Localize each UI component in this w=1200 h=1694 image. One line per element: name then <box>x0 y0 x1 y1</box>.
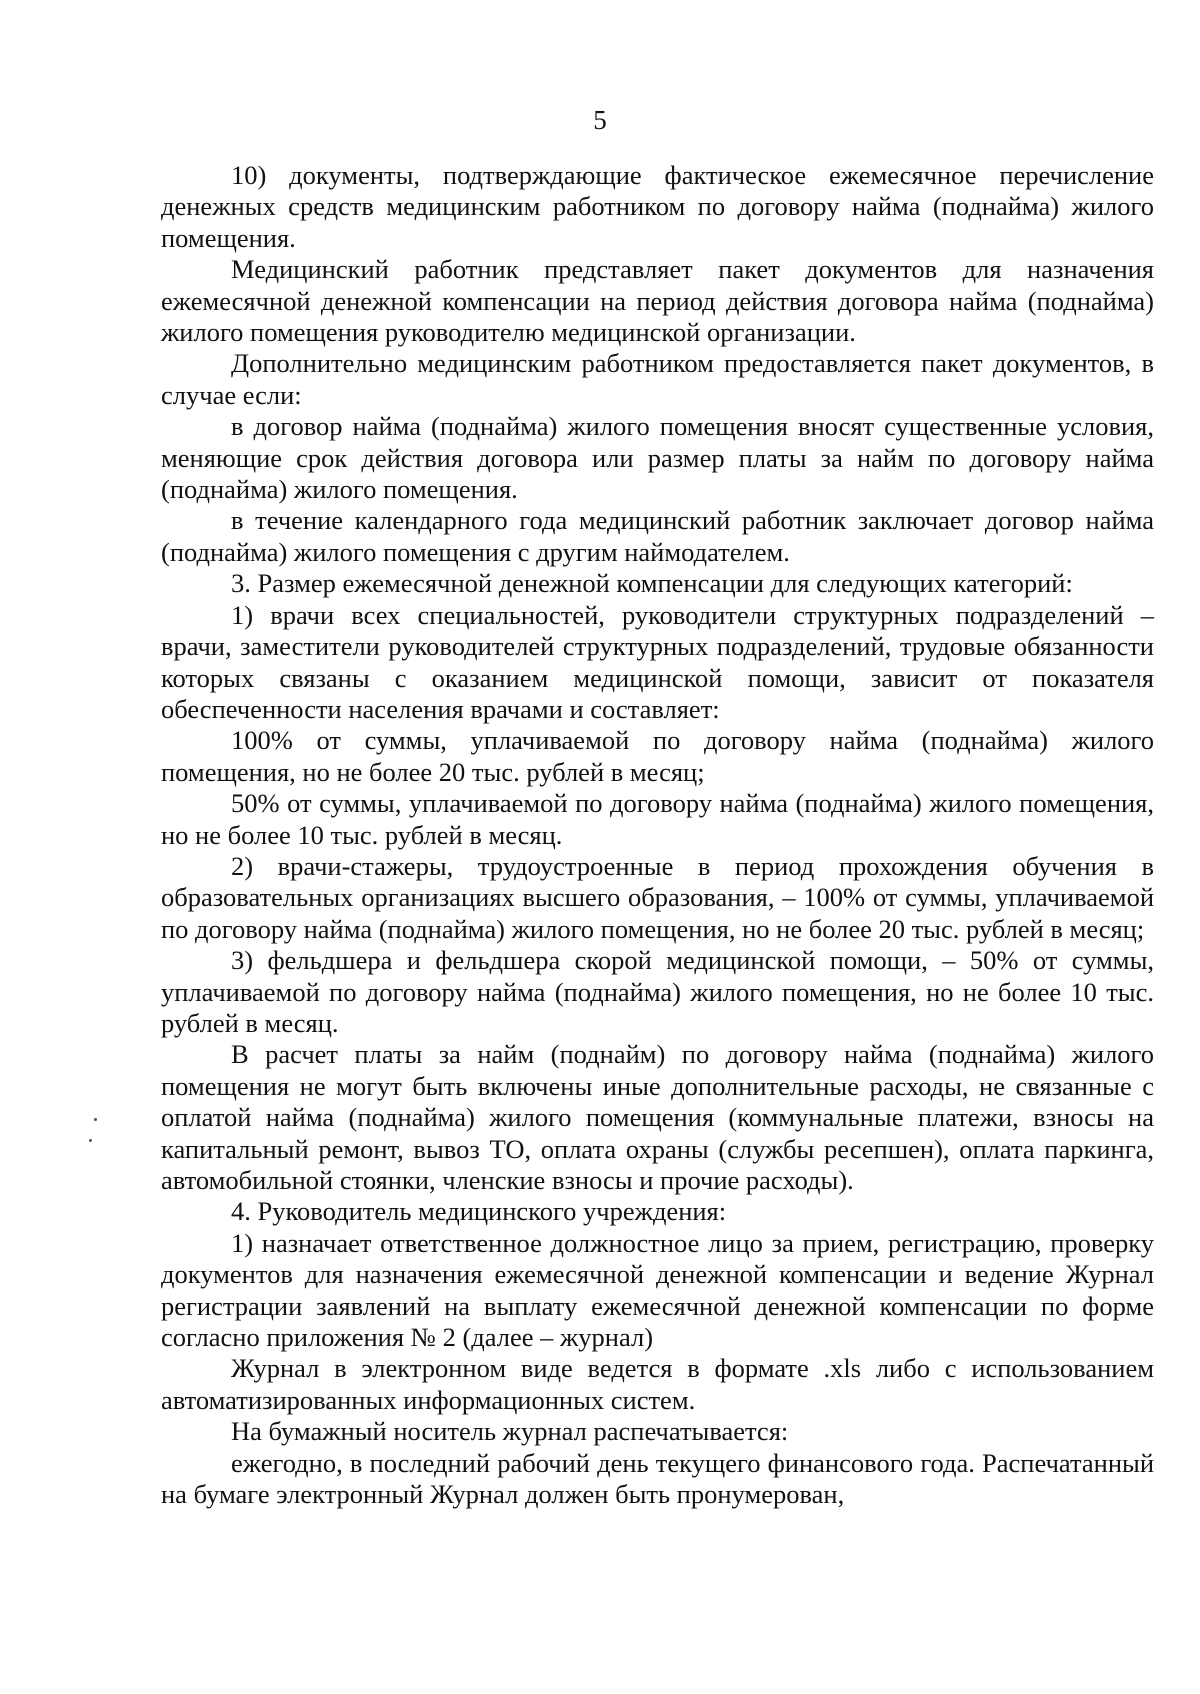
paragraph-rate-50-percent: 50% от суммы, уплачиваемой по договору найма (поднайма) жилого помещения, но не более 10 тыс. рублей в месяц. <box>161 788 1154 850</box>
paragraph-annual-printing: ежегодно, в последний рабочий день текущего финансового года. Распечатанный на бумаге электронный Журнал должен быть пронумерован, <box>161 1447 1154 1510</box>
scan-speck-mark <box>94 1118 97 1121</box>
paragraph-electronic-journal: Журнал в электронном виде ведется в формате .xls либо с использованием автоматизированных информационных систем. <box>161 1353 1154 1415</box>
paragraph-item-10-documents: 10) документы, подтверждающие фактическое ежемесячное перечисление денежных средств медицинским работником по договору найма (поднайма) жилого помещения. <box>161 160 1154 253</box>
page-number: 5 <box>593 105 607 135</box>
document-body <box>161 160 1154 1510</box>
paragraph-submission: Медицинский работник представляет пакет документов для назначения ежемесячной денежной компенсации на период действия договора найма (поднайма) жилого помещения руководителю медицинской организации. <box>161 254 1154 348</box>
paragraph-category-trainee-doctors: 2) врачи-стажеры, трудоустроенные в период прохождения обучения в образовательных организациях высшего образования, – 100% от суммы, уплачиваемой по договору найма (поднайма) жилого помещения, но не более 20 тыс. рублей в месяц; <box>161 850 1154 944</box>
paragraph-section-3-heading: 3. Размер ежемесячной денежной компенсации для следующих категорий: <box>231 568 1073 599</box>
paragraph-rate-100-percent: 100% от суммы, уплачиваемой по договору найма (поднайма) жилого помещения, но не более 20 тыс. рублей в месяц; <box>161 725 1154 787</box>
paragraph-excluded-expenses: В расчет платы за найм (поднайм) по договору найма (поднайма) жилого помещения не могут быть включены иные дополнительные расходы, не связанные с оплатой найма (поднайма) жилого помещения (коммунальные платежи, взносы на капитальный ремонт, вывоз ТО, оплата охраны (службы ресепшен), оплата паркинга, автомобильной стоянки, членские взносы и прочие расходы). <box>161 1039 1154 1195</box>
paragraph-contract-changes: в договор найма (поднайма) жилого помещения вносят существенные условия, меняющие срок действия договора или размер платы за найм по договору найма (поднайма) жилого помещения. <box>161 411 1154 505</box>
paragraph-category-paramedics: 3) фельдшера и фельдшера скорой медицинской помощи, – 50% от суммы, уплачиваемой по договору найма (поднайма) жилого помещения, но не более 10 тыс. рублей в месяц. <box>161 945 1154 1038</box>
scan-speck-mark <box>89 1139 92 1142</box>
paragraph-new-landlord: в течение календарного года медицинский работник заключает договор найма (поднайма) жилого помещения с другим наймодателем. <box>161 505 1154 567</box>
paragraph-section-4-heading: 4. Руководитель медицинского учреждения: <box>231 1196 727 1227</box>
paragraph-responsible-person: 1) назначает ответственное должностное лицо за прием, регистрацию, проверку документов для назначения ежемесячной денежной компенсации и ведение Журнал регистрации заявлений на выплату ежемесячной денежной компенсации по форме согласно приложения № 2 (далее – журнал) <box>161 1227 1154 1353</box>
paragraph-paper-journal: На бумажный носитель журнал распечатывается: <box>231 1416 789 1447</box>
paragraph-additional-docs: Дополнительно медицинским работником предоставляется пакет документов, в случае если: <box>161 348 1154 410</box>
paragraph-category-doctors: 1) врачи всех специальностей, руководители структурных подразделений – врачи, заместители руководителей структурных подразделений, трудовые обязанности которых связаны с оказанием медицинской помощи, зависит от показателя обеспеченности населения врачами и составляет: <box>161 599 1154 724</box>
